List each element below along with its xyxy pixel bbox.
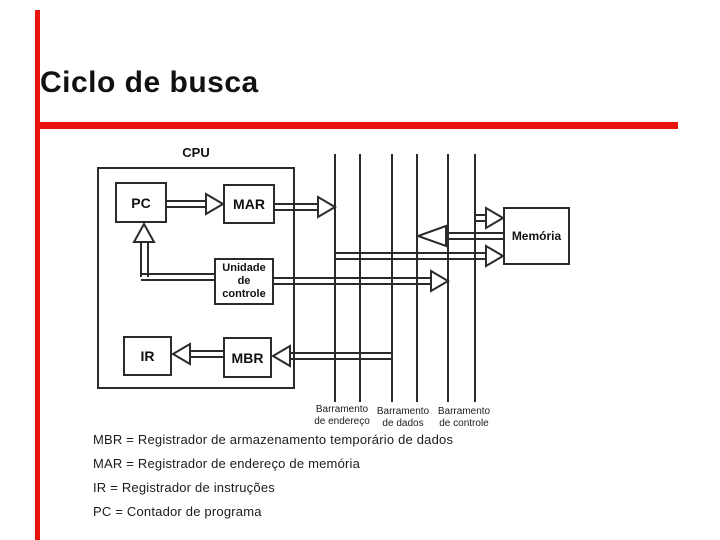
mbr-to-ir-shaft xyxy=(189,350,223,358)
legend-pc: PC = Contador de programa xyxy=(93,504,262,519)
data-bus-label-line2: de dados xyxy=(382,417,424,429)
cpu-label: CPU xyxy=(182,145,210,160)
control-to-control-bus-arrow-icon xyxy=(430,269,450,293)
control-bus-label-line1: Barramento xyxy=(437,406,491,417)
mar-to-address-bus-shaft xyxy=(275,203,321,211)
control-unit-line3: controle xyxy=(222,288,266,300)
control-to-control-bus-shaft xyxy=(274,277,432,285)
bus-to-memory-lower-arrow-icon xyxy=(485,244,505,268)
legend-mar: MAR = Registrador de endereço de memória xyxy=(93,456,361,471)
memory-to-data-bus-arrow-icon xyxy=(416,224,448,248)
pc-register-box: PC xyxy=(115,182,167,223)
address-bus-label-line2: de endereço xyxy=(314,415,370,427)
bus-to-memory-lower-shaft xyxy=(335,252,487,260)
slide-title: Ciclo de busca xyxy=(40,66,259,99)
legend-mbr: MBR = Registrador de armazenamento temporário de dados xyxy=(93,432,454,447)
data-bus-label-line1: Barramento xyxy=(376,406,430,417)
control-bus-line-right xyxy=(474,154,476,402)
control-to-pc-vertical-shaft xyxy=(140,242,149,277)
control-to-pc-arrow-icon xyxy=(131,223,157,244)
pc-to-mar-arrow-icon xyxy=(205,192,225,216)
control-bus-label-line2: de controle xyxy=(439,417,489,429)
memory-box: Memória xyxy=(503,207,570,265)
pc-to-mar-shaft xyxy=(167,200,209,208)
control-unit-line1: Unidade xyxy=(222,262,266,274)
control-unit-box xyxy=(214,258,274,305)
data-bus-to-mbr-shaft xyxy=(288,352,392,360)
mar-register-box: MAR xyxy=(223,184,275,224)
address-bus-label-line1: Barramento xyxy=(315,404,369,415)
control-to-pc-horizontal-shaft xyxy=(141,273,214,281)
title-rule xyxy=(35,122,678,129)
control-bus-label xyxy=(425,406,503,429)
ir-register-box: IR xyxy=(123,336,172,376)
control-unit-line2: de xyxy=(237,275,251,287)
mbr-register-box: MBR xyxy=(223,337,272,378)
legend-ir: IR = Registrador de instruções xyxy=(93,480,275,495)
data-bus-to-mbr-arrow-icon xyxy=(271,344,291,368)
mar-to-address-bus-arrow-icon xyxy=(317,195,337,219)
mbr-to-ir-arrow-icon xyxy=(171,342,191,366)
memory-to-data-bus-shaft xyxy=(446,232,503,240)
bus-to-memory-upper-arrow-icon xyxy=(485,206,505,230)
